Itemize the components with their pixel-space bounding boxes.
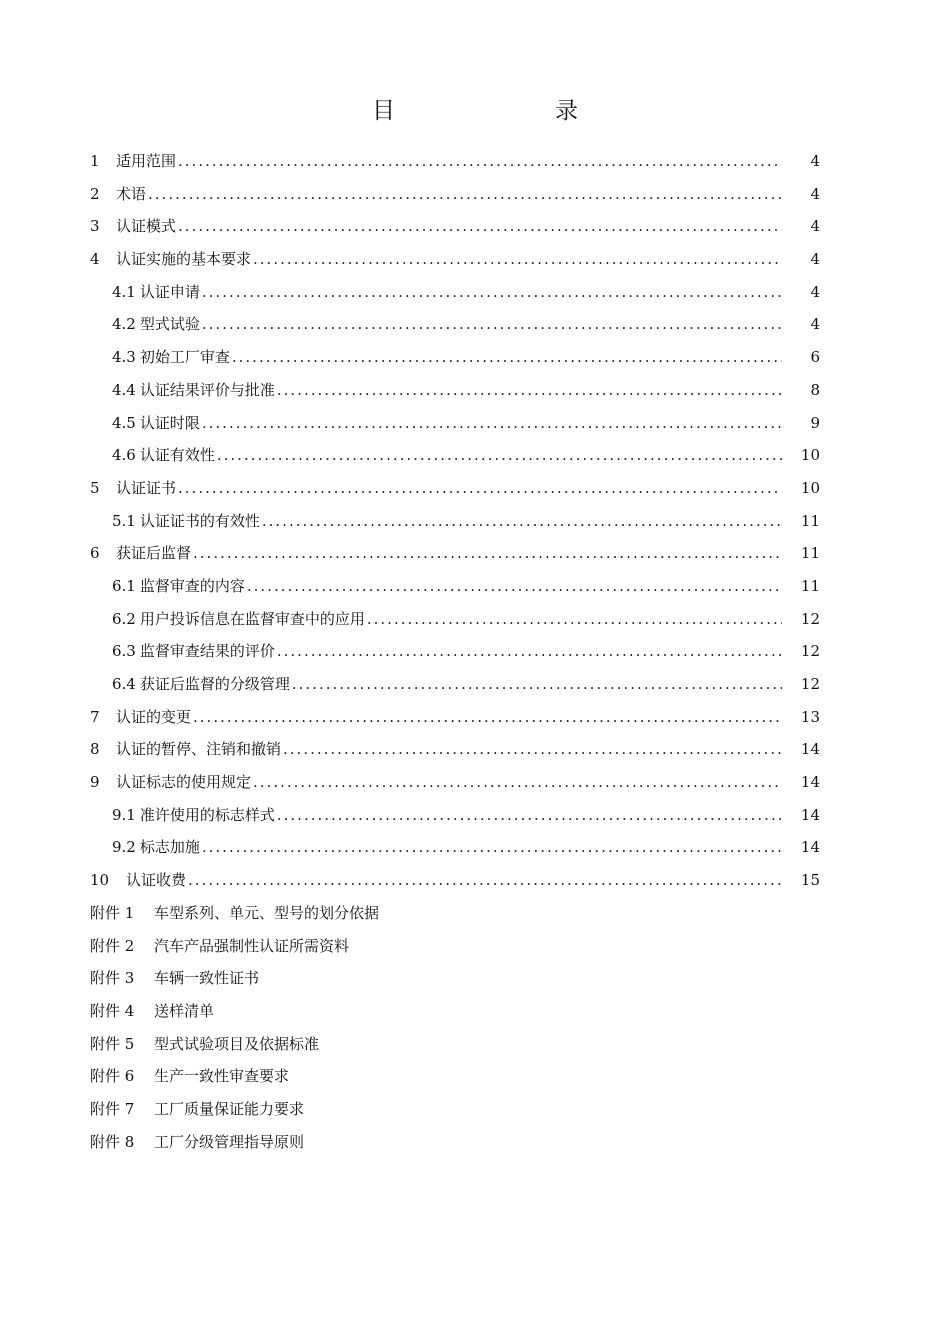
dot-leader bbox=[193, 537, 782, 570]
toc-entry-title: 监督审查结果的评价 bbox=[139, 642, 275, 661]
toc-entry-number: 9.1 bbox=[112, 805, 136, 824]
appendix-entry bbox=[90, 1060, 820, 1093]
toc-page-number: 4 bbox=[810, 315, 820, 334]
appendix-title: 生产一致性审查要求 bbox=[154, 1067, 290, 1086]
toc-page-number: 11 bbox=[800, 544, 820, 563]
toc-entry bbox=[90, 701, 820, 734]
toc-entry-number: 6.4 bbox=[112, 675, 136, 693]
toc-entry-title: 监督审查的内容 bbox=[139, 576, 245, 595]
toc-entry-number: 6.2 bbox=[112, 609, 136, 628]
dot-leader bbox=[148, 178, 782, 211]
appendix-entry bbox=[90, 1126, 820, 1159]
toc-entry-title: 认证申请 bbox=[139, 282, 200, 301]
toc-entry bbox=[90, 407, 820, 440]
toc-entry-label bbox=[90, 243, 251, 276]
toc-page-number: 4 bbox=[810, 184, 820, 203]
toc-page-number: 14 bbox=[800, 740, 820, 759]
toc-entry-number: 1 bbox=[90, 152, 100, 170]
dot-leader bbox=[178, 145, 782, 178]
toc-page-number: 10 bbox=[800, 478, 820, 497]
toc-entry-label bbox=[112, 570, 245, 603]
toc-entry-title: 标志加施 bbox=[139, 838, 200, 857]
toc-entry-number: 6.3 bbox=[112, 642, 136, 661]
toc-entry-title: 初始工厂审查 bbox=[139, 348, 230, 367]
dot-leader bbox=[277, 374, 782, 407]
toc-entry-label bbox=[112, 505, 260, 538]
toc-page-number: 14 bbox=[800, 773, 820, 792]
toc-page-number: 11 bbox=[800, 576, 820, 595]
toc-page-number: 4 bbox=[810, 282, 820, 301]
toc-entry-label bbox=[112, 407, 200, 440]
toc-page-number: 4 bbox=[810, 217, 820, 236]
appendix-number: 附件 2 bbox=[90, 936, 135, 955]
appendix-number: 附件 6 bbox=[90, 1067, 135, 1086]
toc-entry bbox=[90, 831, 820, 864]
appendix-number: 附件 8 bbox=[90, 1132, 135, 1151]
toc-page-number: 9 bbox=[810, 413, 820, 432]
dot-leader bbox=[283, 733, 782, 766]
toc-entry-number: 2 bbox=[90, 184, 100, 203]
appendix-number: 附件 5 bbox=[90, 1034, 135, 1053]
toc-entry-title: 适用范围 bbox=[116, 152, 177, 170]
toc-entry-title: 认证的变更 bbox=[116, 707, 192, 726]
appendix-title: 送样清单 bbox=[154, 1001, 215, 1020]
toc-page-number: 6 bbox=[810, 348, 820, 367]
appendix-entry bbox=[90, 1028, 820, 1061]
appendix-entry bbox=[90, 962, 820, 995]
dot-leader bbox=[202, 831, 782, 864]
toc-entry-number: 6 bbox=[90, 544, 100, 563]
toc-entry bbox=[90, 537, 820, 570]
toc-entry-label bbox=[112, 831, 200, 864]
toc-entry-number: 9 bbox=[90, 773, 100, 792]
toc-entry-number: 7 bbox=[90, 707, 100, 726]
appendix-entry bbox=[90, 1093, 820, 1126]
toc-entry-title: 获证后监督 bbox=[116, 544, 192, 563]
toc-entry-label bbox=[90, 472, 176, 505]
toc-page-number: 15 bbox=[800, 871, 820, 890]
table-of-contents bbox=[90, 145, 820, 1158]
appendix-number: 附件 1 bbox=[90, 903, 135, 922]
toc-entry bbox=[90, 799, 820, 832]
toc-page-number: 12 bbox=[800, 675, 820, 693]
dot-leader bbox=[178, 472, 782, 505]
toc-entry-number: 4.2 bbox=[112, 315, 136, 334]
appendix-title: 型式试验项目及依据标准 bbox=[154, 1034, 320, 1053]
toc-entry bbox=[90, 341, 820, 374]
dot-leader bbox=[202, 407, 782, 440]
toc-page-number: 4 bbox=[810, 250, 820, 269]
toc-entry-label bbox=[112, 799, 275, 832]
toc-entry bbox=[90, 374, 820, 407]
dot-leader bbox=[247, 570, 782, 603]
toc-entry-title: 认证实施的基本要求 bbox=[116, 250, 252, 269]
toc-page-number: 11 bbox=[800, 511, 820, 530]
toc-entry-label bbox=[112, 276, 200, 309]
dot-leader bbox=[193, 701, 782, 734]
toc-entry-title: 认证证书的有效性 bbox=[139, 511, 260, 530]
dot-leader bbox=[277, 635, 782, 668]
toc-entry-title: 认证时限 bbox=[139, 413, 200, 432]
toc-entry-label bbox=[90, 145, 176, 178]
toc-entry-label bbox=[90, 864, 186, 897]
toc-entry-label bbox=[90, 733, 281, 766]
dot-leader bbox=[253, 766, 782, 799]
appendix-number: 附件 4 bbox=[90, 1001, 135, 1020]
toc-entry-number: 4 bbox=[90, 250, 100, 269]
appendix-title: 汽车产品强制性认证所需资料 bbox=[154, 936, 350, 955]
toc-entry-number: 5.1 bbox=[112, 511, 136, 530]
dot-leader bbox=[202, 276, 782, 309]
toc-entry-title: 认证证书 bbox=[116, 478, 177, 497]
toc-entry-label bbox=[90, 701, 191, 734]
toc-entry-title: 认证模式 bbox=[116, 217, 177, 236]
toc-entry-title: 认证有效性 bbox=[139, 446, 215, 465]
toc-entry-title: 认证的暂停、注销和撤销 bbox=[116, 740, 282, 759]
page-title: 目 录 bbox=[372, 98, 616, 124]
toc-page-number: 13 bbox=[800, 707, 820, 726]
toc-entry bbox=[90, 603, 820, 636]
toc-entry bbox=[90, 472, 820, 505]
toc-page-number: 8 bbox=[810, 380, 820, 399]
toc-entry-label bbox=[90, 210, 176, 243]
appendix-title: 工厂分级管理指导原则 bbox=[154, 1132, 305, 1151]
toc-entry bbox=[90, 210, 820, 243]
toc-entry-number: 6.1 bbox=[112, 576, 136, 595]
toc-entry-title: 获证后监督的分级管理 bbox=[139, 675, 290, 693]
toc-entry-title: 型式试验 bbox=[139, 315, 200, 334]
toc-entry-number: 4.1 bbox=[112, 282, 136, 301]
appendix-entry bbox=[90, 995, 820, 1028]
toc-entry-title: 术语 bbox=[116, 184, 147, 203]
dot-leader bbox=[292, 668, 782, 701]
toc-entry-number: 4.5 bbox=[112, 413, 136, 432]
toc-entry-number: 5 bbox=[90, 478, 100, 497]
toc-entry-number: 10 bbox=[90, 871, 110, 890]
toc-entry-title: 用户投诉信息在监督审查中的应用 bbox=[139, 609, 365, 628]
appendix-entry bbox=[90, 897, 820, 930]
dot-leader bbox=[262, 505, 782, 538]
dot-leader bbox=[367, 603, 782, 636]
toc-page-number: 14 bbox=[800, 838, 820, 857]
toc-entry-title: 认证结果评价与批准 bbox=[139, 380, 275, 399]
toc-entry-label bbox=[112, 668, 290, 701]
dot-leader bbox=[253, 243, 782, 276]
toc-page-number: 10 bbox=[800, 446, 820, 465]
toc-page-number: 4 bbox=[810, 152, 820, 170]
toc-entry-label bbox=[90, 766, 251, 799]
appendix-title: 工厂质量保证能力要求 bbox=[154, 1099, 305, 1118]
appendix-entry bbox=[90, 930, 820, 963]
appendix-title: 车辆一致性证书 bbox=[154, 969, 260, 988]
appendix-number: 附件 3 bbox=[90, 969, 135, 988]
toc-entry bbox=[90, 635, 820, 668]
toc-page-number: 12 bbox=[800, 642, 820, 661]
toc-entry-label bbox=[112, 439, 215, 472]
toc-entry bbox=[90, 178, 820, 211]
dot-leader bbox=[232, 341, 782, 374]
dot-leader bbox=[178, 210, 782, 243]
toc-entry-title: 准许使用的标志样式 bbox=[139, 805, 275, 824]
toc-entry bbox=[90, 570, 820, 603]
appendix-number: 附件 7 bbox=[90, 1099, 135, 1118]
toc-entry bbox=[90, 308, 820, 341]
toc-entry-label bbox=[90, 537, 191, 570]
toc-page-number: 12 bbox=[800, 609, 820, 628]
dot-leader bbox=[277, 799, 782, 832]
toc-entry bbox=[90, 864, 820, 897]
toc-entry bbox=[90, 505, 820, 538]
dot-leader bbox=[188, 864, 782, 897]
toc-entry bbox=[90, 733, 820, 766]
toc-entry-number: 3 bbox=[90, 217, 100, 236]
toc-entry-title: 认证收费 bbox=[126, 871, 187, 890]
toc-entry-label bbox=[112, 308, 200, 341]
toc-entry bbox=[90, 439, 820, 472]
dot-leader bbox=[202, 308, 782, 341]
toc-entry bbox=[90, 276, 820, 309]
toc-entry bbox=[90, 766, 820, 799]
dot-leader bbox=[217, 439, 782, 472]
toc-entry bbox=[90, 243, 820, 276]
toc-entry-label bbox=[112, 374, 275, 407]
toc-entry-number: 9.2 bbox=[112, 838, 136, 857]
toc-entry-label bbox=[112, 635, 275, 668]
toc-page-number: 14 bbox=[800, 805, 820, 824]
toc-entry-label bbox=[90, 178, 146, 211]
toc-entry-label bbox=[112, 341, 230, 374]
toc-entry bbox=[90, 145, 820, 178]
toc-entry-number: 4.3 bbox=[112, 348, 136, 367]
toc-entry-number: 8 bbox=[90, 740, 100, 759]
toc-entry-title: 认证标志的使用规定 bbox=[116, 773, 252, 792]
toc-entry-label bbox=[112, 603, 365, 636]
toc-entry-number: 4.4 bbox=[112, 380, 136, 399]
appendix-title: 车型系列、单元、型号的划分依据 bbox=[154, 903, 380, 922]
toc-entry-number: 4.6 bbox=[112, 446, 136, 465]
toc-entry bbox=[90, 668, 820, 701]
